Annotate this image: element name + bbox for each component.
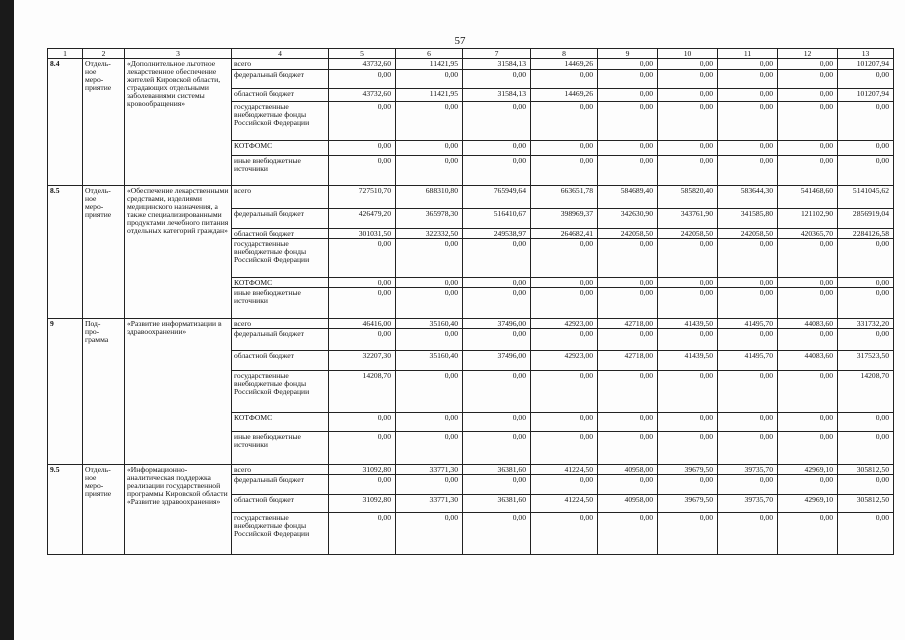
amount-cell: 121102,90	[778, 209, 838, 229]
amount-cell: 426479,20	[329, 209, 396, 229]
amount-cell: 0,00	[396, 239, 463, 278]
amount-cell: 0,00	[531, 70, 598, 89]
amount-cell: 41439,50	[658, 351, 718, 371]
amount-cell: 0,00	[778, 59, 838, 70]
amount-cell: 0,00	[718, 413, 778, 432]
amount-cell: 0,00	[718, 432, 778, 465]
amount-cell: 33771,30	[396, 495, 463, 513]
header-cell-4: 4	[232, 49, 329, 59]
amount-cell: 0,00	[329, 141, 396, 156]
amount-cell: 39679,50	[658, 465, 718, 475]
amount-cell: 0,00	[598, 102, 658, 141]
amount-cell: 0,00	[658, 432, 718, 465]
amount-cell: 0,00	[329, 156, 396, 186]
amount-cell: 0,00	[838, 239, 894, 278]
amount-cell: 44083,60	[778, 319, 838, 329]
amount-cell: 0,00	[718, 329, 778, 351]
amount-cell: 0,00	[778, 156, 838, 186]
amount-cell: 0,00	[598, 329, 658, 351]
amount-cell: 0,00	[838, 141, 894, 156]
amount-cell: 0,00	[658, 102, 718, 141]
amount-cell: 0,00	[463, 239, 531, 278]
amount-cell: 41224,50	[531, 495, 598, 513]
amount-cell: 264682,41	[531, 229, 598, 239]
amount-cell: 0,00	[658, 141, 718, 156]
amount-cell: 41439,50	[658, 319, 718, 329]
amount-cell: 343761,90	[658, 209, 718, 229]
amount-cell: 0,00	[463, 278, 531, 288]
amount-cell: 583644,30	[718, 186, 778, 209]
amount-cell: 5141045,62	[838, 186, 894, 209]
amount-cell: 0,00	[463, 513, 531, 555]
amount-cell: 249538,97	[463, 229, 531, 239]
amount-cell: 0,00	[531, 288, 598, 319]
amount-cell: 0,00	[838, 475, 894, 495]
amount-cell: 0,00	[658, 156, 718, 186]
amount-cell: 0,00	[463, 475, 531, 495]
amount-cell: 0,00	[658, 288, 718, 319]
amount-cell: 0,00	[778, 239, 838, 278]
amount-cell: 0,00	[463, 432, 531, 465]
amount-cell: 0,00	[598, 278, 658, 288]
amount-cell: 42718,00	[598, 319, 658, 329]
amount-cell: 0,00	[329, 413, 396, 432]
funding-source-cell: государственные внебюджетные фонды Российской Федерации	[232, 371, 329, 413]
funding-source-cell: иные внебюджетные источники	[232, 432, 329, 465]
amount-cell: 0,00	[838, 329, 894, 351]
amount-cell: 0,00	[531, 329, 598, 351]
table-row	[48, 59, 894, 70]
amount-cell: 41224,50	[531, 465, 598, 475]
amount-cell: 0,00	[598, 475, 658, 495]
amount-cell: 41495,70	[718, 319, 778, 329]
amount-cell: 0,00	[531, 141, 598, 156]
amount-cell: 0,00	[396, 329, 463, 351]
amount-cell: 0,00	[838, 288, 894, 319]
amount-cell: 317523,50	[838, 351, 894, 371]
funding-source-cell: областной бюджет	[232, 495, 329, 513]
amount-cell: 0,00	[396, 371, 463, 413]
item-type-cell: Отдель- ное меро- приятие	[83, 59, 125, 186]
amount-cell: 11421,95	[396, 59, 463, 70]
amount-cell: 0,00	[658, 239, 718, 278]
amount-cell: 31584,13	[463, 59, 531, 70]
amount-cell: 242058,50	[598, 229, 658, 239]
amount-cell: 37496,00	[463, 319, 531, 329]
amount-cell: 365978,30	[396, 209, 463, 229]
amount-cell: 0,00	[396, 102, 463, 141]
amount-cell: 0,00	[718, 102, 778, 141]
amount-cell: 322332,50	[396, 229, 463, 239]
funding-source-cell: областной бюджет	[232, 89, 329, 102]
amount-cell: 0,00	[718, 513, 778, 555]
amount-cell: 40958,00	[598, 465, 658, 475]
amount-cell: 0,00	[531, 475, 598, 495]
table-row	[48, 465, 894, 475]
amount-cell: 0,00	[658, 513, 718, 555]
header-cell-5: 5	[329, 49, 396, 59]
amount-cell: 0,00	[718, 278, 778, 288]
amount-cell: 101207,94	[838, 89, 894, 102]
amount-cell: 0,00	[329, 70, 396, 89]
amount-cell: 0,00	[838, 102, 894, 141]
amount-cell: 0,00	[778, 371, 838, 413]
funding-source-cell: иные внебюджетные источники	[232, 156, 329, 186]
amount-cell: 0,00	[838, 278, 894, 288]
amount-cell: 0,00	[598, 432, 658, 465]
amount-cell: 727510,70	[329, 186, 396, 209]
amount-cell: 0,00	[718, 371, 778, 413]
amount-cell: 46416,00	[329, 319, 396, 329]
page-number: 57	[454, 35, 466, 47]
header-row	[48, 49, 894, 59]
amount-cell: 0,00	[396, 413, 463, 432]
amount-cell: 0,00	[531, 156, 598, 186]
amount-cell: 39679,50	[658, 495, 718, 513]
amount-cell: 0,00	[658, 371, 718, 413]
amount-cell: 0,00	[396, 70, 463, 89]
item-type-cell: Отдель- ное меро- приятие	[83, 186, 125, 319]
amount-cell: 0,00	[329, 288, 396, 319]
amount-cell: 42969,10	[778, 465, 838, 475]
amount-cell: 0,00	[838, 432, 894, 465]
amount-cell: 0,00	[778, 70, 838, 89]
amount-cell: 0,00	[531, 239, 598, 278]
amount-cell: 0,00	[531, 413, 598, 432]
funding-source-cell: областной бюджет	[232, 229, 329, 239]
item-type-cell: Под- про- грамма	[83, 319, 125, 465]
amount-cell: 663651,78	[531, 186, 598, 209]
amount-cell: 342630,90	[598, 209, 658, 229]
amount-cell: 43732,60	[329, 89, 396, 102]
amount-cell: 0,00	[329, 239, 396, 278]
amount-cell: 0,00	[718, 89, 778, 102]
funding-source-cell: всего	[232, 59, 329, 70]
amount-cell: 0,00	[778, 278, 838, 288]
scan-edge-shadow	[0, 0, 14, 640]
header-cell-3: 3	[125, 49, 232, 59]
funding-source-cell: всего	[232, 465, 329, 475]
amount-cell: 33771,30	[396, 465, 463, 475]
amount-cell: 0,00	[329, 432, 396, 465]
amount-cell: 0,00	[658, 413, 718, 432]
amount-cell: 31092,80	[329, 465, 396, 475]
amount-cell: 242058,50	[658, 229, 718, 239]
amount-cell: 305812,50	[838, 465, 894, 475]
amount-cell: 0,00	[658, 329, 718, 351]
table-row	[48, 186, 894, 209]
amount-cell: 0,00	[396, 432, 463, 465]
amount-cell: 14208,70	[329, 371, 396, 413]
item-name-cell: «Обеспечение лекарственными средствами, изделиями медицинского назначения, а также специализированными продуктами лечебного питания отдельных категорий граждан»	[125, 186, 232, 319]
amount-cell: 0,00	[396, 513, 463, 555]
amount-cell: 39735,70	[718, 465, 778, 475]
amount-cell: 0,00	[463, 329, 531, 351]
amount-cell: 0,00	[396, 475, 463, 495]
amount-cell: 2856919,04	[838, 209, 894, 229]
amount-cell: 0,00	[531, 371, 598, 413]
item-code-cell: 8.4	[48, 59, 83, 186]
amount-cell: 0,00	[838, 513, 894, 555]
amount-cell: 0,00	[598, 288, 658, 319]
header-cell-1: 1	[48, 49, 83, 59]
amount-cell: 0,00	[598, 89, 658, 102]
amount-cell: 42969,10	[778, 495, 838, 513]
funding-source-cell: государственные внебюджетные фонды Российской Федерации	[232, 513, 329, 555]
amount-cell: 0,00	[718, 288, 778, 319]
amount-cell: 0,00	[531, 513, 598, 555]
amount-cell: 31092,80	[329, 495, 396, 513]
amount-cell: 42718,00	[598, 351, 658, 371]
amount-cell: 242058,50	[718, 229, 778, 239]
amount-cell: 0,00	[329, 513, 396, 555]
funding-source-cell: иные внебюджетные источники	[232, 288, 329, 319]
amount-cell: 36381,60	[463, 495, 531, 513]
funding-source-cell: КОТФОМС	[232, 413, 329, 432]
amount-cell: 0,00	[598, 513, 658, 555]
amount-cell: 0,00	[329, 102, 396, 141]
amount-cell: 688310,80	[396, 186, 463, 209]
amount-cell: 0,00	[778, 475, 838, 495]
funding-source-cell: федеральный бюджет	[232, 209, 329, 229]
amount-cell: 11421,95	[396, 89, 463, 102]
amount-cell: 31584,13	[463, 89, 531, 102]
amount-cell: 0,00	[598, 371, 658, 413]
item-code-cell: 8.5	[48, 186, 83, 319]
amount-cell: 0,00	[463, 102, 531, 141]
amount-cell: 765949,64	[463, 186, 531, 209]
amount-cell: 2284126,58	[838, 229, 894, 239]
funding-source-cell: областной бюджет	[232, 351, 329, 371]
amount-cell: 0,00	[838, 413, 894, 432]
amount-cell: 44083,60	[778, 351, 838, 371]
amount-cell: 0,00	[598, 59, 658, 70]
amount-cell: 0,00	[463, 413, 531, 432]
amount-cell: 0,00	[463, 371, 531, 413]
amount-cell: 0,00	[778, 102, 838, 141]
funding-source-cell: государственные внебюджетные фонды Российской Федерации	[232, 102, 329, 141]
table-row	[48, 319, 894, 329]
amount-cell: 0,00	[778, 432, 838, 465]
table-body	[48, 49, 894, 555]
amount-cell: 584689,40	[598, 186, 658, 209]
amount-cell: 0,00	[329, 329, 396, 351]
item-name-cell: «Информационно-аналитическая поддержка реализации государственной программы Кировской области «Развитие здравоохранения»	[125, 465, 232, 555]
amount-cell: 42923,00	[531, 319, 598, 329]
funding-source-cell: КОТФОМС	[232, 278, 329, 288]
amount-cell: 41495,70	[718, 351, 778, 371]
amount-cell: 585820,40	[658, 186, 718, 209]
amount-cell: 0,00	[598, 239, 658, 278]
amount-cell: 0,00	[329, 278, 396, 288]
item-code-cell: 9	[48, 319, 83, 465]
funding-source-cell: всего	[232, 319, 329, 329]
amount-cell: 32207,30	[329, 351, 396, 371]
amount-cell: 0,00	[838, 70, 894, 89]
amount-cell: 398969,37	[531, 209, 598, 229]
amount-cell: 0,00	[778, 141, 838, 156]
amount-cell: 541468,60	[778, 186, 838, 209]
amount-cell: 0,00	[658, 70, 718, 89]
funding-source-cell: всего	[232, 186, 329, 209]
amount-cell: 0,00	[778, 329, 838, 351]
amount-cell: 0,00	[396, 278, 463, 288]
amount-cell: 0,00	[718, 59, 778, 70]
amount-cell: 0,00	[778, 513, 838, 555]
funding-source-cell: КОТФОМС	[232, 141, 329, 156]
amount-cell: 37496,00	[463, 351, 531, 371]
amount-cell: 0,00	[329, 475, 396, 495]
amount-cell: 0,00	[531, 432, 598, 465]
amount-cell: 0,00	[598, 156, 658, 186]
amount-cell: 42923,00	[531, 351, 598, 371]
amount-cell: 0,00	[463, 156, 531, 186]
amount-cell: 0,00	[396, 141, 463, 156]
header-cell-11: 11	[718, 49, 778, 59]
header-cell-6: 6	[396, 49, 463, 59]
header-cell-2: 2	[83, 49, 125, 59]
amount-cell: 0,00	[718, 475, 778, 495]
amount-cell: 0,00	[718, 70, 778, 89]
amount-cell: 0,00	[658, 59, 718, 70]
amount-cell: 0,00	[463, 288, 531, 319]
amount-cell: 420365,70	[778, 229, 838, 239]
amount-cell: 0,00	[598, 70, 658, 89]
amount-cell: 0,00	[838, 156, 894, 186]
funding-source-cell: федеральный бюджет	[232, 329, 329, 351]
amount-cell: 305812,50	[838, 495, 894, 513]
amount-cell: 0,00	[718, 239, 778, 278]
amount-cell: 0,00	[718, 156, 778, 186]
amount-cell: 0,00	[658, 475, 718, 495]
amount-cell: 14469,26	[531, 89, 598, 102]
amount-cell: 0,00	[778, 288, 838, 319]
header-cell-13: 13	[838, 49, 894, 59]
header-cell-8: 8	[531, 49, 598, 59]
funding-source-cell: федеральный бюджет	[232, 70, 329, 89]
amount-cell: 0,00	[396, 156, 463, 186]
amount-cell: 0,00	[531, 278, 598, 288]
amount-cell: 0,00	[598, 413, 658, 432]
header-cell-10: 10	[658, 49, 718, 59]
item-code-cell: 9.5	[48, 465, 83, 555]
amount-cell: 43732,60	[329, 59, 396, 70]
amount-cell: 0,00	[598, 141, 658, 156]
amount-cell: 0,00	[396, 288, 463, 319]
amount-cell: 0,00	[778, 413, 838, 432]
amount-cell: 0,00	[778, 89, 838, 102]
item-name-cell: «Дополнительное льготное лекарственное обеспечение жителей Кировской области, страдающих отдельными заболеваниями системы кровообращения»	[125, 59, 232, 186]
amount-cell: 14469,26	[531, 59, 598, 70]
amount-cell: 0,00	[463, 141, 531, 156]
amount-cell: 36381,60	[463, 465, 531, 475]
amount-cell: 101207,94	[838, 59, 894, 70]
funding-source-cell: государственные внебюджетные фонды Российской Федерации	[232, 239, 329, 278]
header-cell-7: 7	[463, 49, 531, 59]
funding-source-cell: федеральный бюджет	[232, 475, 329, 495]
amount-cell: 331732,20	[838, 319, 894, 329]
amount-cell: 0,00	[658, 278, 718, 288]
amount-cell: 341585,80	[718, 209, 778, 229]
amount-cell: 0,00	[463, 70, 531, 89]
amount-cell: 39735,70	[718, 495, 778, 513]
amount-cell: 35160,40	[396, 351, 463, 371]
header-cell-9: 9	[598, 49, 658, 59]
amount-cell: 14208,70	[838, 371, 894, 413]
amount-cell: 0,00	[718, 141, 778, 156]
item-type-cell: Отдель- ное меро- приятие	[83, 465, 125, 555]
amount-cell: 516410,67	[463, 209, 531, 229]
item-name-cell: «Развитие информатизации в здравоохранении»	[125, 319, 232, 465]
funding-table	[47, 48, 894, 555]
amount-cell: 301031,50	[329, 229, 396, 239]
header-cell-12: 12	[778, 49, 838, 59]
amount-cell: 0,00	[531, 102, 598, 141]
amount-cell: 35160,40	[396, 319, 463, 329]
amount-cell: 40958,00	[598, 495, 658, 513]
amount-cell: 0,00	[658, 89, 718, 102]
